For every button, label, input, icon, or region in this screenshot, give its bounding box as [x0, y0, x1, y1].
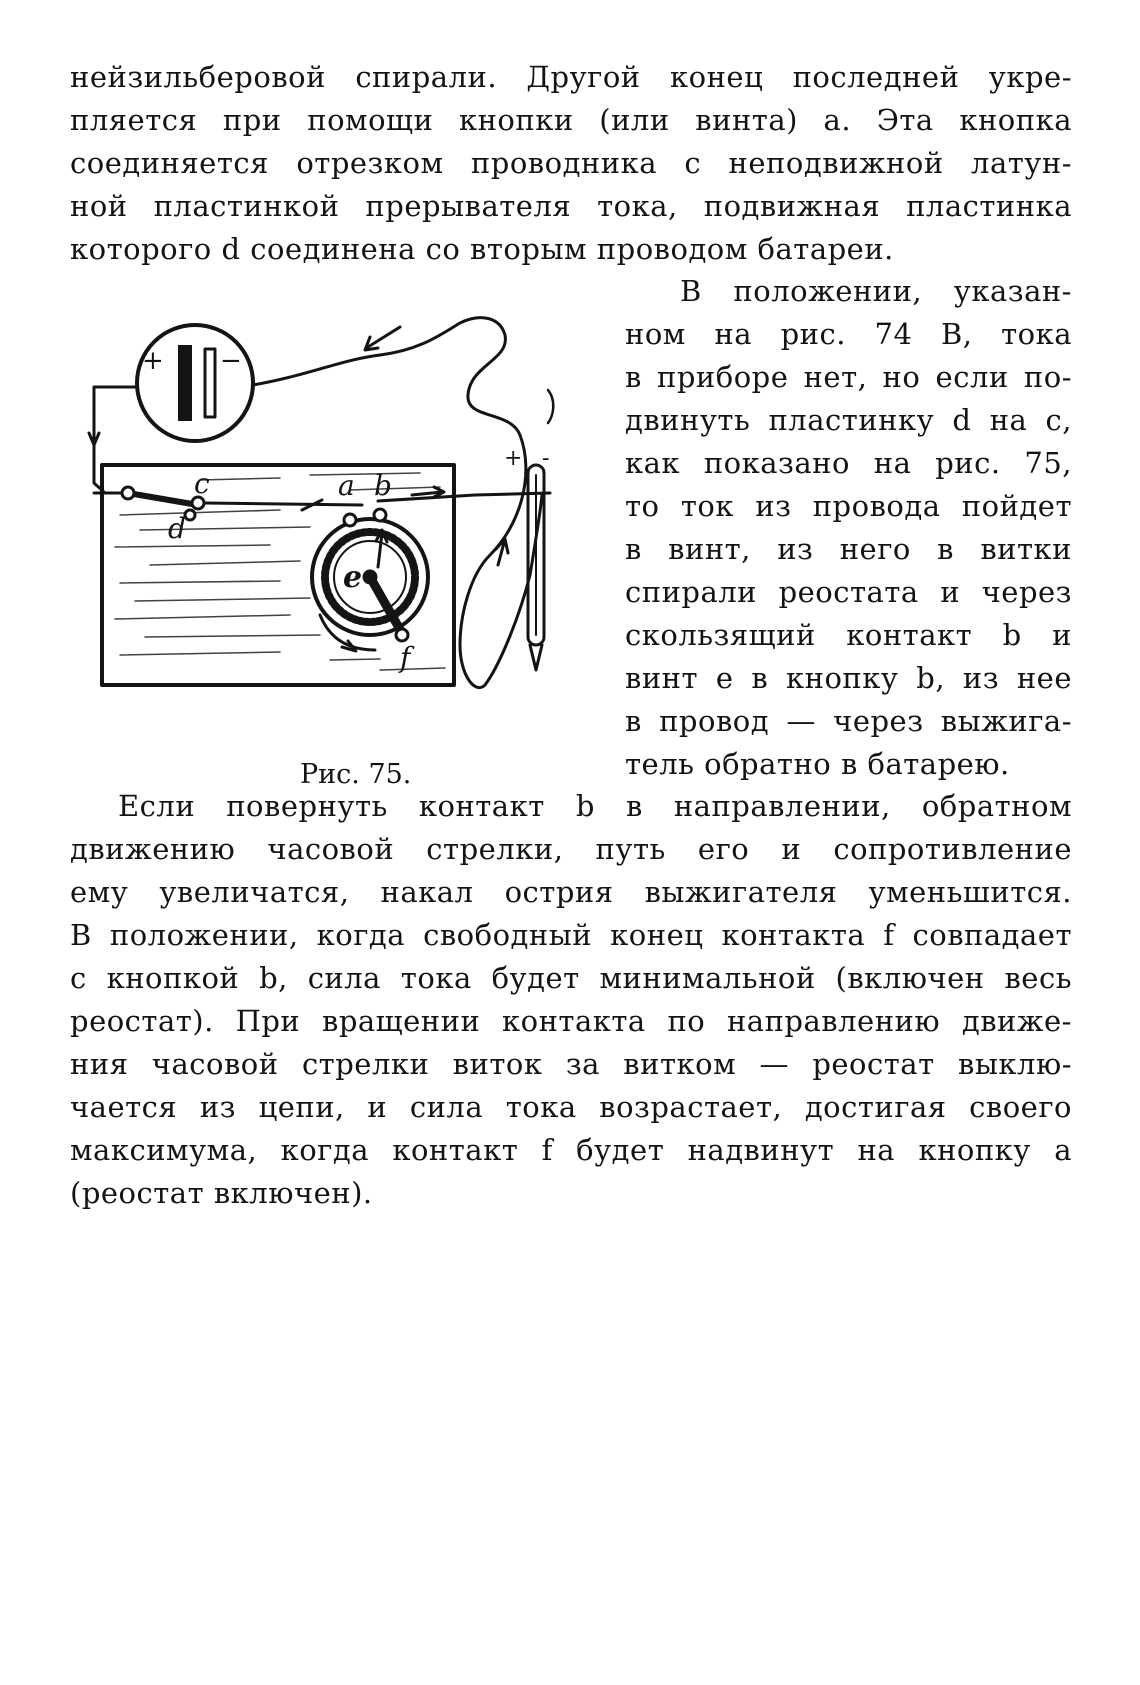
- text-line: пляется при помощи кнопки (или винта) a. Эта кнопка: [70, 103, 1072, 137]
- label-b: b: [374, 469, 392, 502]
- text-line: Если повернуть контакт b в направлении, обратном: [118, 789, 1072, 823]
- text-line: которого d соединена со вторым проводом батареи.: [70, 232, 894, 266]
- text-line: (реостат включен).: [70, 1176, 373, 1210]
- text-line: спирали реостата и через: [625, 575, 1072, 609]
- text-line: чается из цепи, и сила тока возрастает, достигая своего: [70, 1090, 1072, 1124]
- label-d: d: [168, 512, 186, 545]
- figure-caption: Рис. 75.: [300, 759, 412, 790]
- text-line: ему увеличатся, накал острия выжигателя уменьшится.: [70, 875, 1072, 909]
- text-line: двинуть пластинку d на c,: [625, 403, 1072, 437]
- battery-plus-label: +: [142, 346, 164, 376]
- rheostat-circuit-diagram: [80, 315, 600, 755]
- text-line: винт e в кнопку b, из нее: [625, 661, 1072, 695]
- text-line: максимума, когда контакт f будет надвинут на кнопку a: [70, 1133, 1072, 1167]
- label-e: e: [343, 560, 363, 595]
- text-line: ном на рис. 74 B, тока: [625, 317, 1072, 351]
- text-line: скользящий контакт b и: [625, 618, 1072, 652]
- label-a: a: [338, 469, 355, 502]
- text-line: ной пластинкой прерывателя тока, подвижная пластинка: [70, 189, 1072, 223]
- figure-75: [80, 315, 600, 755]
- pen-minus-label: -: [542, 446, 550, 471]
- text-line: то ток из провода пойдет: [625, 489, 1072, 523]
- text-line: в винт, из него в витки: [625, 532, 1072, 566]
- text-line: тель обратно в батарею.: [625, 747, 1010, 781]
- label-f: f: [400, 641, 411, 674]
- text-line: с кнопкой b, сила тока будет минимальной (включен весь: [70, 961, 1072, 995]
- text-line: соединяется отрезком проводника с неподвижной латун-: [70, 146, 1072, 180]
- text-line: В положении, когда свободный конец контакта f совпадает: [70, 918, 1072, 952]
- text-line: движению часовой стрелки, путь его и сопротивление: [70, 832, 1072, 866]
- text-line: ния часовой стрелки виток за витком — реостат выклю-: [70, 1047, 1072, 1081]
- text-line: как показано на рис. 75,: [625, 446, 1072, 480]
- text-line: в провод — через выжига-: [625, 704, 1072, 738]
- label-c: c: [194, 467, 210, 500]
- text-line: в приборе нет, но если по-: [625, 360, 1072, 394]
- text-line: реостат). При вращении контакта по направлению движе-: [70, 1004, 1072, 1038]
- pen-plus-label: +: [504, 446, 523, 471]
- battery-icon: [137, 325, 253, 441]
- text-line: В положении, указан-: [680, 274, 1072, 308]
- text-line: нейзильберовой спирали. Другой конец последней укре-: [70, 60, 1072, 94]
- battery-minus-label: −: [220, 346, 242, 376]
